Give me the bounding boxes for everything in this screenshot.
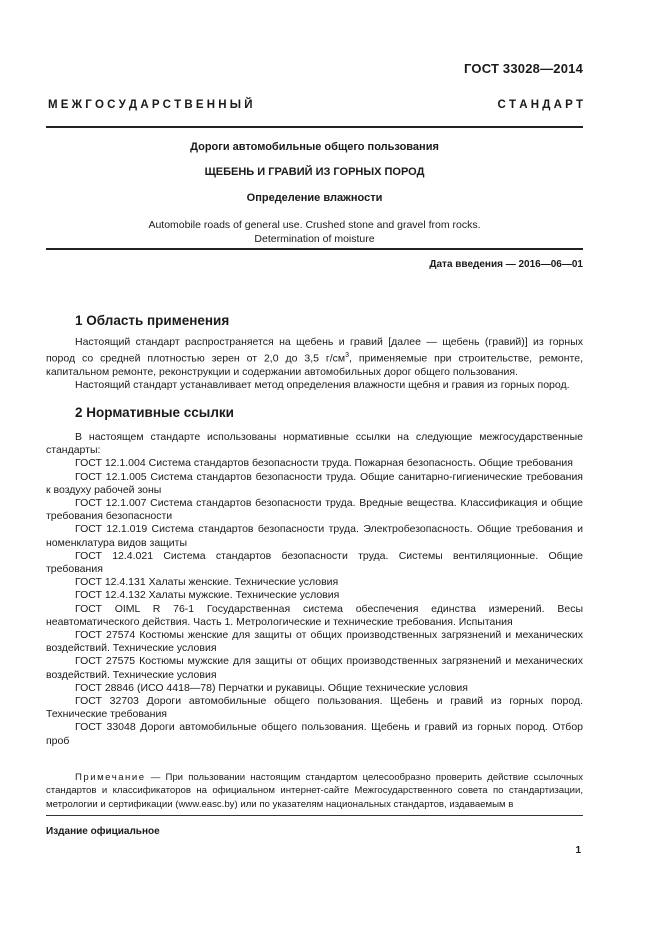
section1-paragraph-2: Настоящий стандарт устанавливает метод определения влажности щебня и гравия из горных пород. (75, 379, 570, 392)
footer-divider (46, 815, 583, 816)
document-number: ГОСТ 33028—2014 (464, 61, 583, 76)
standard-type-left: М Е Ж Г О С У Д А Р С Т В Е Н Н Ы Й (48, 99, 253, 111)
section1-heading: 1 Область применения (75, 313, 230, 328)
title-category: Дороги автомобильные общего пользования (190, 141, 439, 153)
reference-item: ГОСТ 27575 Костюмы мужские для защиты от общих производственных загрязнений и механических воздействий. Технические условия (46, 655, 583, 681)
title-subtitle: Определение влажности (246, 192, 383, 204)
section2-intro: В настоящем стандарте использованы нормативные ссылки на следующие межгосударственные стандарты: (46, 431, 583, 457)
section2-heading: 2 Нормативные ссылки (75, 405, 234, 420)
note-block (46, 771, 583, 811)
reference-item: ГОСТ 28846 (ИСО 4418—78) Перчатки и рукавицы. Общие технические условия (75, 681, 468, 694)
official-edition-label: Издание официальное (46, 826, 160, 837)
reference-item: ГОСТ 12.1.004 Система стандартов безопасности труда. Пожарная безопасность. Общие требования (75, 457, 573, 470)
reference-item: ГОСТ 27574 Костюмы женские для защиты от общих производственных загрязнений и механических воздействий. Технические условия (46, 629, 583, 655)
title-divider (46, 248, 583, 250)
reference-item: ГОСТ 12.4.131 Халаты женские. Технические условия (75, 576, 339, 589)
reference-item: ГОСТ 32703 Дороги автомобильные общего пользования. Щебень и гравий из горных пород. Технические требования (46, 695, 583, 721)
title-english-line2: Determination of moisture (254, 233, 375, 245)
section1-paragraph-1: Настоящий стандарт распространяется на щебень и гравий [далее — щебень (гравий)] из горных пород со средней плотностью зерен от 2,0 до 3,5 $г/см^3$, применяемые при строительстве, ремонте, капитальном ремонте, реконструкции и содержании автомобильных дорог общего пользования. (46, 336, 583, 378)
standard-type-right: С Т А Н Д А Р Т (497, 99, 583, 111)
page-number: 1 (575, 845, 581, 856)
note-text: — При пользовании настоящим стандартом целесообразно проверить действие ссылочных стандартов и классификаторов на официальном интернет-сайте Межгосударственного совета по стандартизации, метрологии и сертификации (www.easc.by) или по указателям национальных стандартов, издаваемым в (46, 772, 583, 810)
reference-item: ГОСТ 12.4.021 Система стандартов безопасности труда. Системы вентиляционные. Общие требования (46, 549, 583, 576)
title-english (46, 218, 583, 246)
header-divider (46, 126, 583, 128)
note-label: Примечание (75, 772, 146, 783)
superscript: 3 (345, 352, 349, 360)
title-english-line1: Automobile roads of general use. Crushed stone and gravel from rocks. (148, 219, 481, 231)
note-paragraph (46, 771, 583, 811)
reference-item: ГОСТ 12.4.132 Халаты мужские. Технические условия (75, 589, 340, 602)
effective-date: Дата введения — 2016—06—01 (429, 259, 583, 270)
standard-type-banner (48, 99, 583, 111)
section1-body (46, 336, 583, 392)
reference-item: ГОСТ 12.1.005 Система стандартов безопасности труда. Общие санитарно-гигиенические требования к воздуху рабочей зоны (46, 470, 583, 496)
reference-item: ГОСТ OIML R 76-1 Государственная система обеспечения единства измерений. Весы неавтоматического действия. Часть 1. Метрологические и технические требования. Испытания (46, 602, 583, 628)
title-main: ЩЕБЕНЬ И ГРАВИЙ ИЗ ГОРНЫХ ПОРОД (204, 166, 425, 178)
section2-body (46, 431, 583, 748)
reference-item: ГОСТ 12.1.007 Система стандартов безопасности труда. Вредные вещества. Классификация и общие требования безопасности (46, 497, 583, 523)
reference-item: ГОСТ 33048 Дороги автомобильные общего пользования. Щебень и гравий из горных пород. Отбор проб (46, 721, 583, 747)
reference-item: ГОСТ 12.1.019 Система стандартов безопасности труда. Электробезопасность. Общие требования и номенклатура видов защиты (46, 523, 583, 549)
